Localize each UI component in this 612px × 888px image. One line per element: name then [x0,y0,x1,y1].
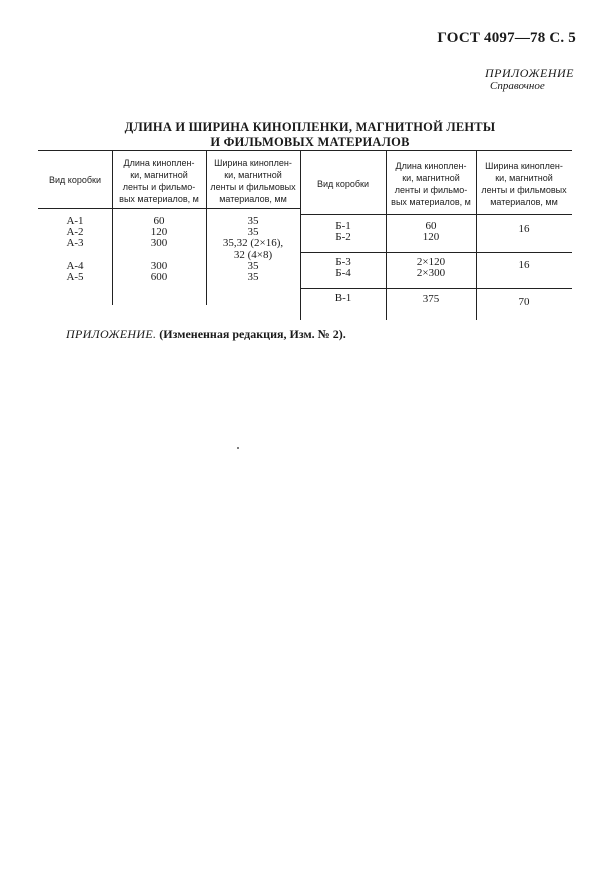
note-label: ПРИЛОЖЕНИЕ. [66,327,157,341]
header-width-left [206,157,300,205]
scan-speck [237,447,239,449]
header-length-right-line: ленты и фильмо- [394,185,468,195]
table-cell: Б-3 [335,256,351,268]
header-width-right-line: Ширина киноплен- [485,161,563,171]
header-width-left-line: ки, магнитной [224,170,282,180]
page-title [60,120,560,150]
table-cell: Б-4 [335,267,351,280]
table-cell: 35 [247,271,259,284]
right-group-2-types [300,257,386,279]
right-group-1-width: 16 [518,223,530,235]
table-cell: 32 (4×8) [233,248,273,261]
header-box-type-right: Вид коробки [317,179,369,189]
table-cell: А-3 [66,237,84,250]
right-group-1-lengths [386,221,476,243]
left-header-rule [38,208,300,209]
table-cell: А-4 [66,259,84,272]
table-cell: 600 [150,271,168,283]
header-length-right-line: Длина киноплен- [395,161,467,171]
table-top-rule [38,150,572,151]
table-cell: 120 [150,226,168,239]
note-text: (Измененная редакция, Изм. № 2). [159,327,346,341]
table-cell: 35,32 (2×16), [222,237,284,250]
right-group-rule-1 [300,252,572,253]
header-width-right-line: материалов, мм [490,197,558,207]
header-length-left-line: ленты и фильмо- [122,182,196,192]
left-width-column [206,216,300,283]
header-length-left-line: вых материалов, м [119,194,199,204]
header-length-left-line: Длина киноплен- [123,158,195,168]
header-width-left-line: Ширина киноплен- [214,158,292,168]
table-cell: 2×300 [416,267,446,280]
left-length-column [112,216,206,283]
right-group-rule-2 [300,288,572,289]
header-length-left [112,157,206,205]
left-box-type-column [38,216,112,283]
right-group-3-length: 375 [422,293,440,305]
right-group-2-width: 16 [518,259,530,271]
table-cell: Б-1 [335,220,351,232]
table-cell: 300 [150,259,168,272]
header-width-left-line: ленты и фильмовых [210,182,296,192]
right-group-3-type: В-1 [334,292,352,304]
header-length-right-line: вых материалов, м [391,197,471,207]
right-group-3-width: 70 [518,296,530,308]
table-cell: А-5 [66,271,84,283]
header-length-right-line: ки, магнитной [402,173,460,183]
table-cell: 300 [150,237,168,250]
dimensions-table [38,150,572,320]
header-width-right-line: ленты и фильмовых [481,185,567,195]
table-cell: 60 [425,220,437,232]
table-cell: 35 [247,226,259,239]
title-line-1: ДЛИНА И ШИРИНА КИНОПЛЕНКИ, МАГНИТНОЙ ЛЕНТЫ [124,120,496,134]
table-cell: А-1 [66,215,84,227]
table-cell: А-2 [66,226,84,239]
header-length-left-line: ки, магнитной [130,170,188,180]
table-cell: Б-2 [335,231,351,244]
table-cell: 35 [247,215,259,227]
right-group-1-types [300,221,386,243]
table-cell: 60 [153,215,165,227]
header-width-right-line: ки, магнитной [495,173,553,183]
appendix-sublabel: Справочное [490,80,545,92]
table-cell: 120 [422,231,440,244]
header-width-left-line: материалов, мм [219,194,287,204]
header-length-right [386,160,476,208]
title-line-2: И ФИЛЬМОВЫХ МАТЕРИАЛОВ [210,135,410,149]
table-cell: 35 [247,259,259,272]
appendix-note [66,327,346,342]
header-box-type-left: Вид коробки [49,175,101,185]
appendix-label: ПРИЛОЖЕНИЕ [485,66,574,80]
header-width-right [476,160,572,208]
document-reference: ГОСТ 4097—78 С. 5 [437,30,576,46]
right-header-rule [300,214,572,215]
table-cell: 2×120 [416,256,446,268]
right-group-2-lengths [386,257,476,279]
